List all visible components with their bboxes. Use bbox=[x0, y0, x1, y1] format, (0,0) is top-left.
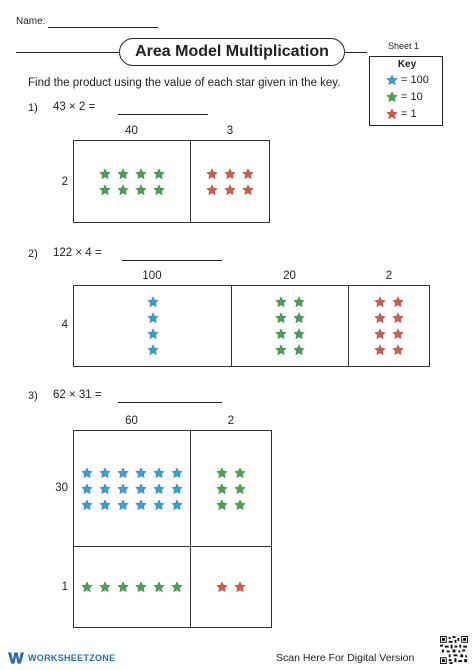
problem-1-number: 1) bbox=[28, 102, 38, 114]
problem-2-col-head-3: 2 bbox=[385, 270, 393, 282]
green-star-icon bbox=[117, 581, 129, 593]
page-title: Area Model Multiplication bbox=[119, 38, 345, 66]
problem-3-col-head-2: 2 bbox=[227, 415, 235, 427]
problem-3-cell-2-1 bbox=[73, 546, 191, 628]
green-star-icon bbox=[293, 344, 305, 356]
green-star-icon bbox=[117, 168, 129, 180]
green-star-icon bbox=[234, 499, 246, 511]
red-star-icon bbox=[224, 168, 236, 180]
key-row-blue bbox=[386, 74, 429, 86]
blue-star-icon bbox=[153, 467, 165, 479]
problem-2-col-head-2: 20 bbox=[283, 270, 296, 282]
green-star-icon bbox=[216, 499, 228, 511]
problem-2-cell-1-2 bbox=[231, 285, 349, 367]
red-star-icon bbox=[392, 328, 404, 340]
green-star-icon bbox=[135, 168, 147, 180]
key-box bbox=[369, 56, 443, 126]
green-star-icon bbox=[386, 91, 398, 103]
green-star-icon bbox=[275, 344, 287, 356]
title-rule-left bbox=[16, 52, 119, 53]
green-star-icon bbox=[135, 184, 147, 196]
red-star-icon bbox=[242, 184, 254, 196]
green-star-icon bbox=[99, 581, 111, 593]
blue-star-icon bbox=[135, 467, 147, 479]
red-star-icon bbox=[224, 184, 236, 196]
name-line bbox=[48, 27, 158, 28]
green-star-icon bbox=[293, 328, 305, 340]
instructions: Find the product using the value of each star given in the key. bbox=[28, 77, 341, 89]
problem-1-col-head-1: 40 bbox=[125, 125, 138, 137]
red-star-icon bbox=[386, 108, 398, 120]
green-star-icon bbox=[135, 581, 147, 593]
green-star-icon bbox=[99, 184, 111, 196]
red-star-icon bbox=[392, 344, 404, 356]
red-star-icon bbox=[234, 581, 246, 593]
problem-3-number: 3) bbox=[28, 390, 38, 402]
blue-star-icon bbox=[99, 467, 111, 479]
footer-logo[interactable] bbox=[8, 652, 115, 664]
green-star-icon bbox=[117, 184, 129, 196]
problem-3-row-head-1: 30 bbox=[55, 482, 68, 494]
blue-star-icon bbox=[386, 74, 398, 86]
blue-star-icon bbox=[117, 483, 129, 495]
green-star-icon bbox=[171, 581, 183, 593]
blue-star-icon bbox=[147, 328, 159, 340]
sheet-label: Sheet 1 bbox=[388, 41, 420, 51]
blue-star-icon bbox=[147, 312, 159, 324]
title-rule-right bbox=[345, 52, 367, 53]
problem-2-cell-1-1 bbox=[73, 285, 232, 367]
red-star-icon bbox=[206, 184, 218, 196]
problem-1-col-head-2: 3 bbox=[226, 125, 234, 137]
blue-star-icon bbox=[81, 499, 93, 511]
problem-3-row-head-2: 1 bbox=[61, 581, 68, 593]
problem-1-cell-1-1 bbox=[73, 140, 191, 223]
problem-1-row-head-1: 2 bbox=[61, 176, 68, 188]
problem-2-number: 2) bbox=[28, 248, 38, 260]
problem-1-answer-line[interactable] bbox=[118, 114, 208, 115]
problem-2-row-head-1: 4 bbox=[61, 319, 68, 331]
green-star-icon bbox=[293, 312, 305, 324]
problem-3-answer-line[interactable] bbox=[118, 402, 222, 403]
green-star-icon bbox=[234, 483, 246, 495]
qr-code-icon[interactable] bbox=[440, 636, 468, 664]
red-star-icon bbox=[206, 168, 218, 180]
green-star-icon bbox=[275, 312, 287, 324]
problem-3-expression: 62 × 31 = bbox=[53, 389, 102, 401]
blue-star-icon bbox=[99, 483, 111, 495]
red-star-icon bbox=[374, 344, 386, 356]
green-star-icon bbox=[153, 581, 165, 593]
scan-text: Scan Here For Digital Version bbox=[276, 652, 415, 664]
green-star-icon bbox=[275, 296, 287, 308]
green-star-icon bbox=[216, 467, 228, 479]
blue-star-icon bbox=[147, 296, 159, 308]
blue-star-icon bbox=[135, 499, 147, 511]
blue-star-icon bbox=[81, 483, 93, 495]
logo-text: WORKSHEETZONE bbox=[28, 653, 116, 663]
blue-star-icon bbox=[117, 499, 129, 511]
green-star-icon bbox=[81, 581, 93, 593]
name-label: Name: bbox=[16, 16, 46, 27]
blue-star-icon bbox=[153, 499, 165, 511]
key-label-100: = 100 bbox=[401, 74, 429, 86]
green-star-icon bbox=[275, 328, 287, 340]
red-star-icon bbox=[242, 168, 254, 180]
green-star-icon bbox=[216, 483, 228, 495]
blue-star-icon bbox=[99, 499, 111, 511]
red-star-icon bbox=[392, 312, 404, 324]
blue-star-icon bbox=[147, 344, 159, 356]
problem-2-answer-line[interactable] bbox=[122, 260, 222, 261]
problem-3-cell-1-2 bbox=[190, 430, 272, 547]
green-star-icon bbox=[153, 168, 165, 180]
problem-3-cell-2-2 bbox=[190, 546, 272, 628]
problem-2-col-head-1: 100 bbox=[142, 270, 162, 282]
key-row-red bbox=[386, 108, 417, 120]
blue-star-icon bbox=[135, 483, 147, 495]
problem-2-expression: 122 × 4 = bbox=[53, 247, 102, 259]
problem-3-col-head-1: 60 bbox=[125, 415, 138, 427]
problem-1-cell-1-2 bbox=[190, 140, 270, 223]
blue-star-icon bbox=[171, 499, 183, 511]
key-label-1: = 1 bbox=[401, 108, 417, 120]
key-row-green bbox=[386, 91, 423, 103]
green-star-icon bbox=[293, 296, 305, 308]
worksheetzone-logo-icon bbox=[8, 652, 24, 664]
green-star-icon bbox=[234, 467, 246, 479]
blue-star-icon bbox=[117, 467, 129, 479]
problem-1-expression: 43 × 2 = bbox=[53, 101, 96, 113]
green-star-icon bbox=[153, 184, 165, 196]
red-star-icon bbox=[374, 328, 386, 340]
key-label-10: = 10 bbox=[401, 91, 423, 103]
blue-star-icon bbox=[171, 483, 183, 495]
key-title: Key bbox=[397, 59, 417, 70]
blue-star-icon bbox=[171, 467, 183, 479]
red-star-icon bbox=[374, 296, 386, 308]
green-star-icon bbox=[99, 168, 111, 180]
blue-star-icon bbox=[81, 467, 93, 479]
blue-star-icon bbox=[153, 483, 165, 495]
problem-3-cell-1-1 bbox=[73, 430, 191, 547]
red-star-icon bbox=[392, 296, 404, 308]
problem-2-cell-1-3 bbox=[348, 285, 430, 367]
red-star-icon bbox=[374, 312, 386, 324]
red-star-icon bbox=[216, 581, 228, 593]
